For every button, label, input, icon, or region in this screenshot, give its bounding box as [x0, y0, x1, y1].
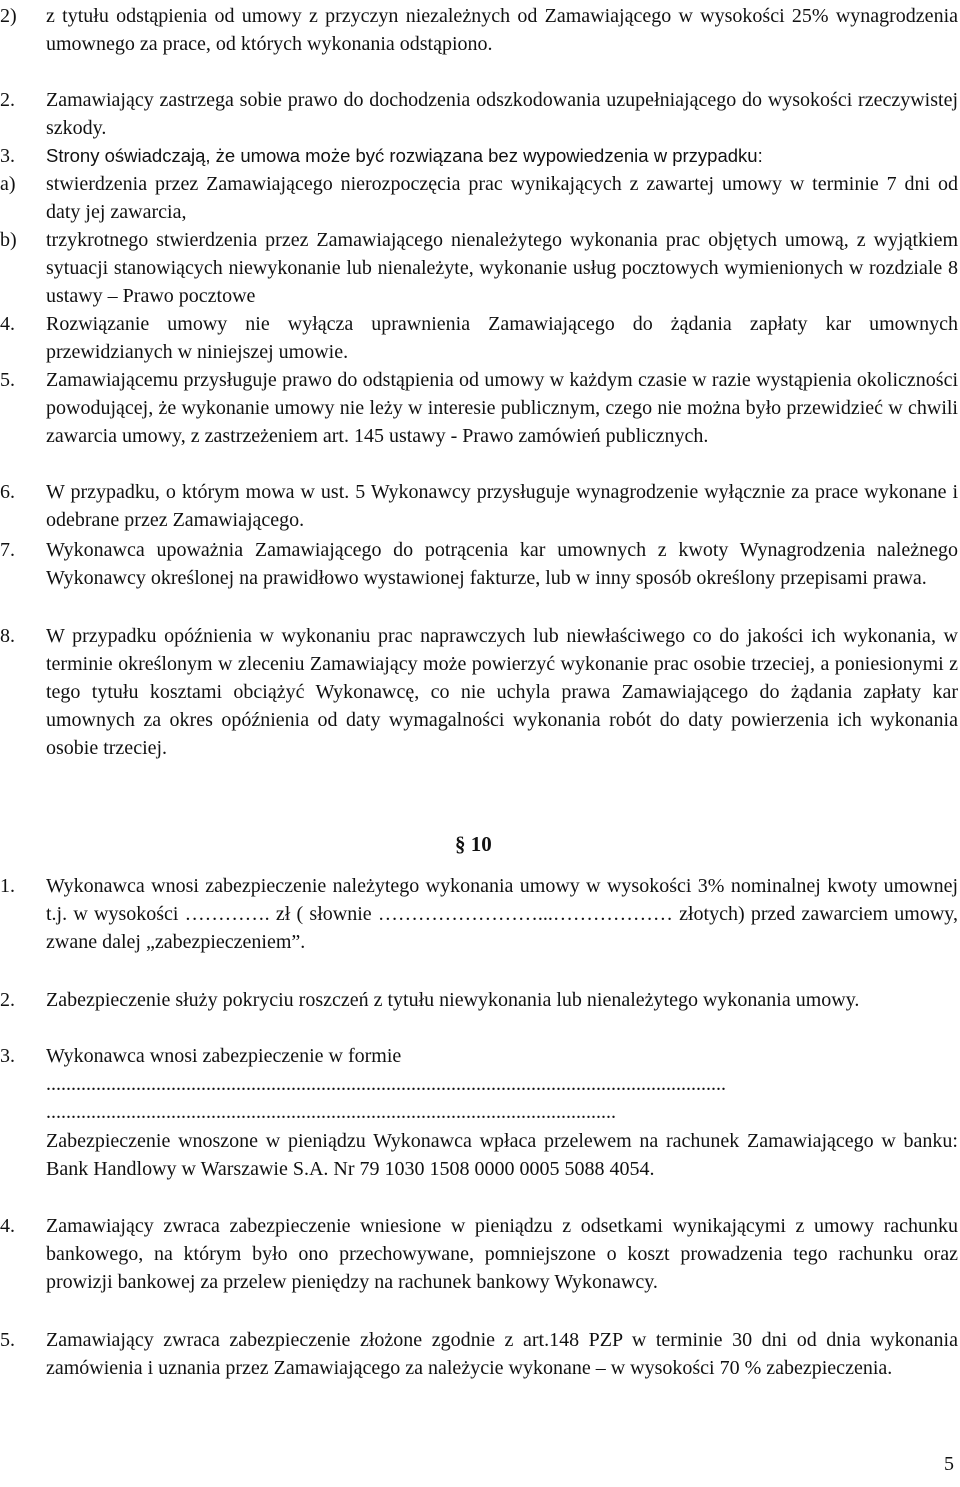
item-number: 2.	[0, 89, 15, 111]
paragraph-security-2: Zabezpieczenie służy pokryciu roszczeń z tytułu niewykonania lub nienależytego wykonania umowy.	[46, 989, 860, 1011]
paragraph-item-7: Wykonawca upoważnia Zamawiającego do potrącenia kar umownych z kwoty Wynagrodzenia należnego Wykonawcy określonej na prawidłowo wystawionej fakturze, lub w inny sposób określony przepisami prawa.	[46, 539, 958, 589]
item-number: 2)	[0, 5, 17, 27]
fill-in-dots-line: ..................................................................................................................	[46, 1101, 616, 1123]
paragraph-security-3: Wykonawca wnosi zabezpieczenie w formie	[46, 1045, 402, 1067]
paragraph-security-5: Zamawiający zwraca zabezpieczenie złożone zgodnie z art.148 PZP w terminie 30 dni od dnia wykonania zamówienia i uznania przez Zamawiającego za należycie wykonane – w wysokości 70 % zabezpieczenia.	[46, 1329, 958, 1379]
item-letter: a)	[0, 173, 16, 195]
paragraph-security-1: Wykonawca wnosi zabezpieczenie należytego wykonania umowy w wysokości 3% nominalnej kwoty umownej t.j. w wysokości …………. zł ( słownie ……………………...……………… złotych) przed zawarciem umowy, zwane dalej „zabezpieczeniem”.	[46, 875, 958, 953]
paragraph-item-4: Rozwiązanie umowy nie wyłącza uprawnienia Zamawiającego do żądania zapłaty kar umownych przewidzianych w niniejszej umowie.	[46, 313, 958, 363]
section-title: § 10	[455, 832, 492, 856]
paragraph-item-5: Zamawiającemu przysługuje prawo do odstąpienia od umowy w każdym czasie w razie wystąpienia okoliczności powodującej, że wykonanie umowy nie leży w interesie publicznym, czego nie można było przewidzieć w chwili zawarcia umowy, z zastrzeżeniem art. 145 ustawy - Prawo zamówień publicznych.	[46, 369, 958, 447]
paragraph-item-8: W przypadku opóźnienia w wykonaniu prac naprawczych lub niewłaściwego co do jakości ich wykonania, w terminie określonym w zleceniu Zamawiający może powierzyć wykonanie prac osobie trzeciej, a poniesionymi z tego tytułu kosztami obciążyć Wykonawcę, co nie uchyla prawa Zamawiającego do żądania zapłaty kar umownych za okres opóźnienia od daty wymagalności wykonania robót do daty powierzenia ich wykonania osobie trzeciej.	[46, 625, 958, 759]
item-number: 2.	[0, 989, 15, 1011]
paragraph-item-3b: trzykrotnego stwierdzenia przez Zamawiającego nienależytego wykonania prac objętych umową, z wyjątkiem sytuacji stanowiących niewykonanie lub nienależyte, wykonanie usług pocztowych wymienionych w rozdziale 8 ustawy – Prawo pocztowe	[46, 229, 958, 307]
item-number: 5.	[0, 369, 15, 391]
item-number: 8.	[0, 625, 15, 647]
item-letter: b)	[0, 229, 17, 251]
paragraph-item-6: W przypadku, o którym mowa w ust. 5 Wykonawcy przysługuje wynagrodzenie wyłącznie za prace wykonane i odebrane przez Zamawiającego.	[46, 481, 958, 531]
page-number: 5	[944, 1453, 954, 1475]
item-number: 5.	[0, 1329, 15, 1351]
item-number: 7.	[0, 539, 15, 561]
paragraph-security-3-bank: Zabezpieczenie wnoszone w pieniądzu Wykonawca wpłaca przelewem na rachunek Zamawiającego w banku: Bank Handlowy w Warszawie S.A. Nr 79 1030 1508 0000 0005 5088 4054.	[46, 1130, 958, 1180]
paragraph-item-2: Zamawiający zastrzega sobie prawo do dochodzenia odszkodowania uzupełniającego do wysokości rzeczywistej szkody.	[46, 89, 958, 139]
fill-in-dots-line: ........................................................................................................................................	[46, 1073, 726, 1095]
paragraph-item-3a: stwierdzenia przez Zamawiającego nierozpoczęcia prac wynikających z zawartej umowy w terminie 7 dni od daty jej zawarcia,	[46, 173, 958, 223]
paragraph-security-4: Zamawiający zwraca zabezpieczenie wniesione w pieniądzu z odsetkami wynikającymi z umowy rachunku bankowego, na którym było ono przechowywane, pomniejszone o koszt prowadzenia tego rachunku oraz prowizji bankowej za przelew pieniędzy na rachunek bankowy Wykonawcy.	[46, 1215, 958, 1293]
item-number: 6.	[0, 481, 15, 503]
item-number: 4.	[0, 1215, 15, 1237]
item-number: 4.	[0, 313, 15, 335]
item-number: 3.	[0, 1045, 15, 1067]
item-number: 1.	[0, 875, 15, 897]
paragraph-item-3: Strony oświadczają, że umowa może być rozwiązana bez wypowiedzenia w przypadku:	[46, 145, 763, 166]
item-number: 3.	[0, 145, 15, 167]
paragraph-item-2-sub: z tytułu odstąpienia od umowy z przyczyn niezależnych od Zamawiającego w wysokości 25% wynagrodzenia umownego za prace, od których wykonania odstąpiono.	[46, 5, 958, 55]
